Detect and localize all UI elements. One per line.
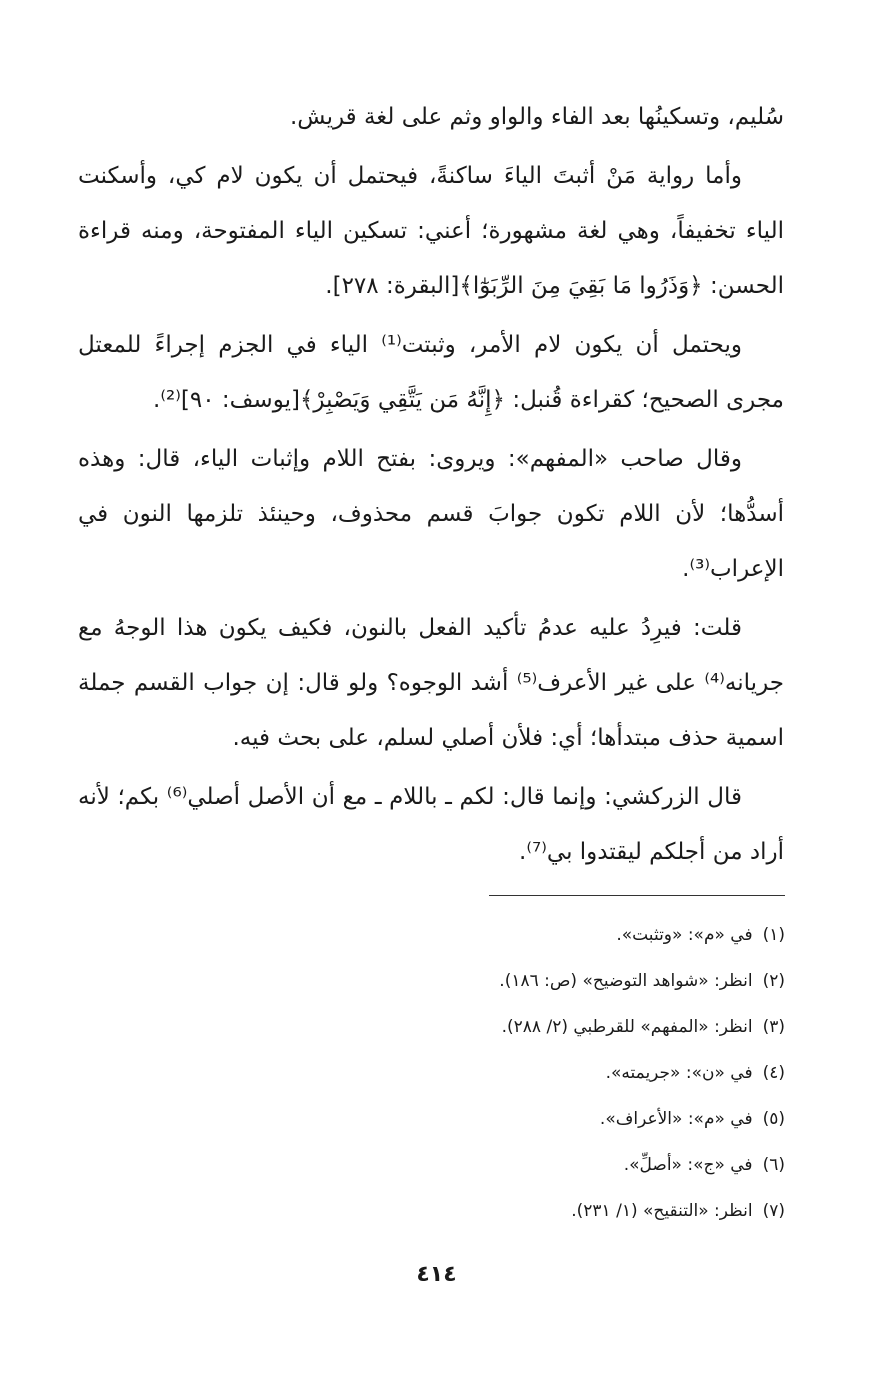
paragraph-5: قلت: فيرِدُ عليه عدمُ تأكيد الفعل بالنون، فكيف يكون هذا الوجهُ مع جريانه⁽⁴⁾ على غير الأعرف⁽⁵⁾ أشد الوجوه؟ ولو قال: إن جواب القسم جملة اسمية حذف مبتدأها؛ أي: فلأن أصلي لسلم، على بحث فيه. bbox=[78, 615, 784, 751]
footnote-number: (٣) bbox=[762, 1017, 785, 1037]
main-text bbox=[78, 90, 784, 884]
footnote-text: في «ن»: «جريمته». bbox=[605, 1063, 753, 1083]
footnote-6 bbox=[300, 1142, 785, 1188]
footnote-text: في «م»: «الأعراف». bbox=[599, 1109, 753, 1129]
footnote-text: انظر: «شواهد التوضيح» (ص: ١٨٦). bbox=[499, 971, 753, 991]
footnote-divider bbox=[489, 895, 785, 896]
footnote-number: (١) bbox=[762, 925, 785, 945]
footnotes bbox=[300, 912, 785, 1234]
footnote-text: انظر: «المفهم» للقرطبي (٢/ ٢٨٨). bbox=[501, 1017, 753, 1037]
footnote-number: (٦) bbox=[762, 1155, 785, 1175]
footnote-number: (٢) bbox=[762, 971, 785, 991]
footnote-7 bbox=[300, 1188, 785, 1234]
footnote-text: انظر: «التنقيح» (١/ ٢٣١). bbox=[571, 1201, 753, 1221]
footnote-number: (٥) bbox=[762, 1109, 785, 1129]
footnote-5 bbox=[300, 1096, 785, 1142]
footnote-text: في «ج»: «أصلِّ». bbox=[623, 1155, 753, 1175]
footnote-2 bbox=[300, 958, 785, 1004]
paragraph-6: قال الزركشي: وإنما قال: لكم ـ باللام ـ مع أن الأصل أصلي⁽⁶⁾ بكم؛ لأنه أراد من أجلكم ليقتدوا بي⁽⁷⁾. bbox=[78, 784, 784, 865]
paragraph-3: ويحتمل أن يكون لام الأمر، وثبتت⁽¹⁾ الياء في الجزم إجراءً للمعتل مجرى الصحيح؛ كقراءة قُنبل: ﴿إِنَّهُ مَن يَتَّقِي وَيَصْبِرْ﴾[يوسف: ٩٠]⁽²⁾. bbox=[78, 332, 784, 413]
footnote-number: (٧) bbox=[762, 1201, 785, 1221]
page-number: ٤١٤ bbox=[416, 1262, 457, 1287]
paragraph-2: وأما رواية مَنْ أثبتَ الياءَ ساكنةً، فيحتمل أن يكون لام كي، وأسكنت الياء تخفيفاً، وهي لغة مشهورة؛ أعني: تسكين الياء المفتوحة، ومنه قراءة الحسن: ﴿وَذَرُوا مَا بَقِيَ مِنَ الرِّبَوٰٓا﴾[البقرة: ٢٧٨]. bbox=[78, 163, 784, 299]
footnote-1 bbox=[300, 912, 785, 958]
paragraph-1: سُليم، وتسكينُها بعد الفاء والواو وثم على لغة قريش. bbox=[289, 104, 784, 130]
paragraph-4: وقال صاحب «المفهم»: ويروى: بفتح اللام وإثبات الياء، قال: وهذه أسدُّها؛ لأن اللام تكون جوابَ قسم محذوف، وحينئذ تلزمها النون في الإعراب⁽³⁾. bbox=[78, 446, 784, 582]
footnote-number: (٤) bbox=[762, 1063, 785, 1083]
footnote-4 bbox=[300, 1050, 785, 1096]
footnote-text: في «م»: «وتثبت». bbox=[616, 925, 753, 945]
footnote-3 bbox=[300, 1004, 785, 1050]
